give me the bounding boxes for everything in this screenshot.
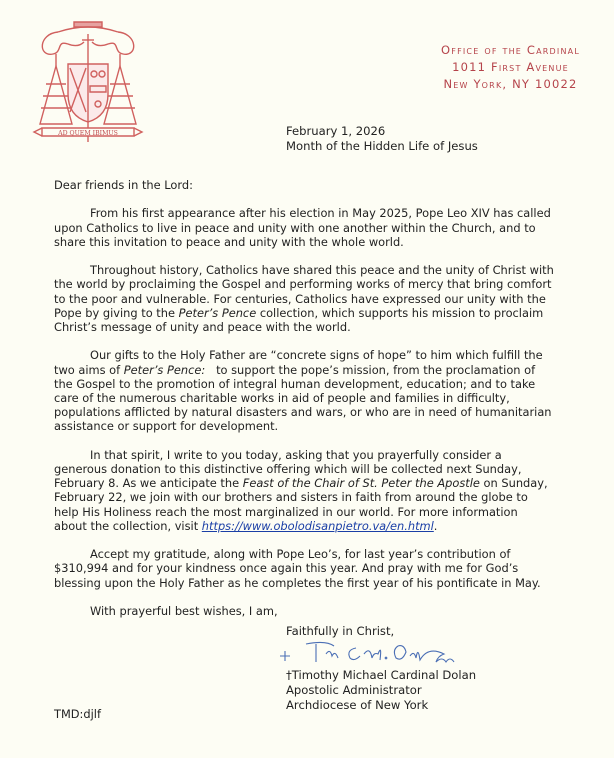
closing: Faithfully in Christ, — [286, 624, 395, 638]
signer-block — [286, 668, 476, 713]
paragraph-4 — [54, 448, 554, 533]
paragraph-1: From his first appearance after his election in May 2025, Pope Leo XIV has called upon Catholics to live in peace and unity with one another within the Church, and to share this invitation to peace and unity with the whole world. — [54, 206, 551, 249]
liturgical-subtitle: Month of the Hidden Life of Jesus — [286, 139, 478, 153]
paragraph-6: With prayerful best wishes, I am, — [90, 604, 278, 618]
signer-organization: Archdiocese of New York — [286, 698, 429, 712]
peters-pence-website-link[interactable]: https://www.obolodisanpietro.va/en.html — [201, 518, 434, 533]
peters-pence-emphasis: Peter’s Pence: — [123, 362, 206, 377]
letter-body — [54, 178, 554, 632]
crest-motto: AD QUEM IBIMUS — [58, 130, 118, 137]
reference-initials: TMD:djlf — [54, 707, 101, 721]
feast-emphasis: Feast of the Chair of St. Peter the Apostle — [242, 476, 480, 491]
paragraph-2-text-a: Throughout history, Catholics have shared this peace and the unity of Christ with the world by proclaiming the Gospel and performing works of mercy that bring comfort to the poor and vulnerable. For centuries, Catholics have expressed our unity with the Pope by giving to the — [54, 263, 554, 320]
letterhead — [441, 42, 580, 93]
coat-of-arms-crest-icon — [28, 12, 148, 144]
salutation: Dear friends in the Lord: — [54, 178, 193, 192]
paragraph-3 — [54, 348, 554, 433]
paragraph-2 — [54, 263, 554, 334]
paragraph-4-end: . — [433, 518, 438, 533]
paragraph-4-text-b: on Sunday, February 22, we join with our brothers and sisters in faith from around the globe to help His Holiness reach the most marginalized in our world. For more information about the collection, visit — [54, 476, 548, 533]
paragraph-5: Accept my gratitude, along with Pope Leo’s, for last year’s contribution of $310,994 and for your kindness once again this year. And pray with me for God’s blessing upon the Holy Father as he completes the first year of his pontificate in May. — [54, 547, 541, 590]
handwritten-signature — [276, 636, 476, 666]
letterhead-city: New York, NY 10022 — [443, 77, 578, 91]
paragraph-2-text-b: collection, which supports his mission to proclaim Christ’s message of unity and peace with the world. — [54, 305, 544, 334]
letterhead-street: 1011 First Avenue — [452, 60, 569, 74]
letterhead-office: Office of the Cardinal — [441, 43, 580, 57]
paragraph-3-text-a: Our gifts to the Holy Father are “concrete signs of hope” to him which fulfill the two aims of — [54, 348, 547, 377]
date-block — [286, 124, 478, 154]
signer-name: †Timothy Michael Cardinal Dolan — [286, 668, 477, 682]
paragraph-3-text-b: to support the pope’s mission, from the proclamation of the Gospel to the promotion of integral human development, education; and to take care of the numerous charitable works in aid of people and families in difficulty, populations afflicted by natural disasters and wars, or who are in need of humanitarian assistance or support for development. — [54, 362, 556, 434]
signer-title: Apostolic Administrator — [286, 683, 422, 697]
paragraph-4-text-a: In that spirit, I write to you today, asking that you prayerfully consider a generous donation to this distinctive offering which will be collected next Sunday, February 8. As we anticipate the — [54, 447, 522, 491]
letter-date: February 1, 2026 — [286, 124, 386, 138]
peters-pence-emphasis: Peter’s Pence — [178, 305, 257, 320]
